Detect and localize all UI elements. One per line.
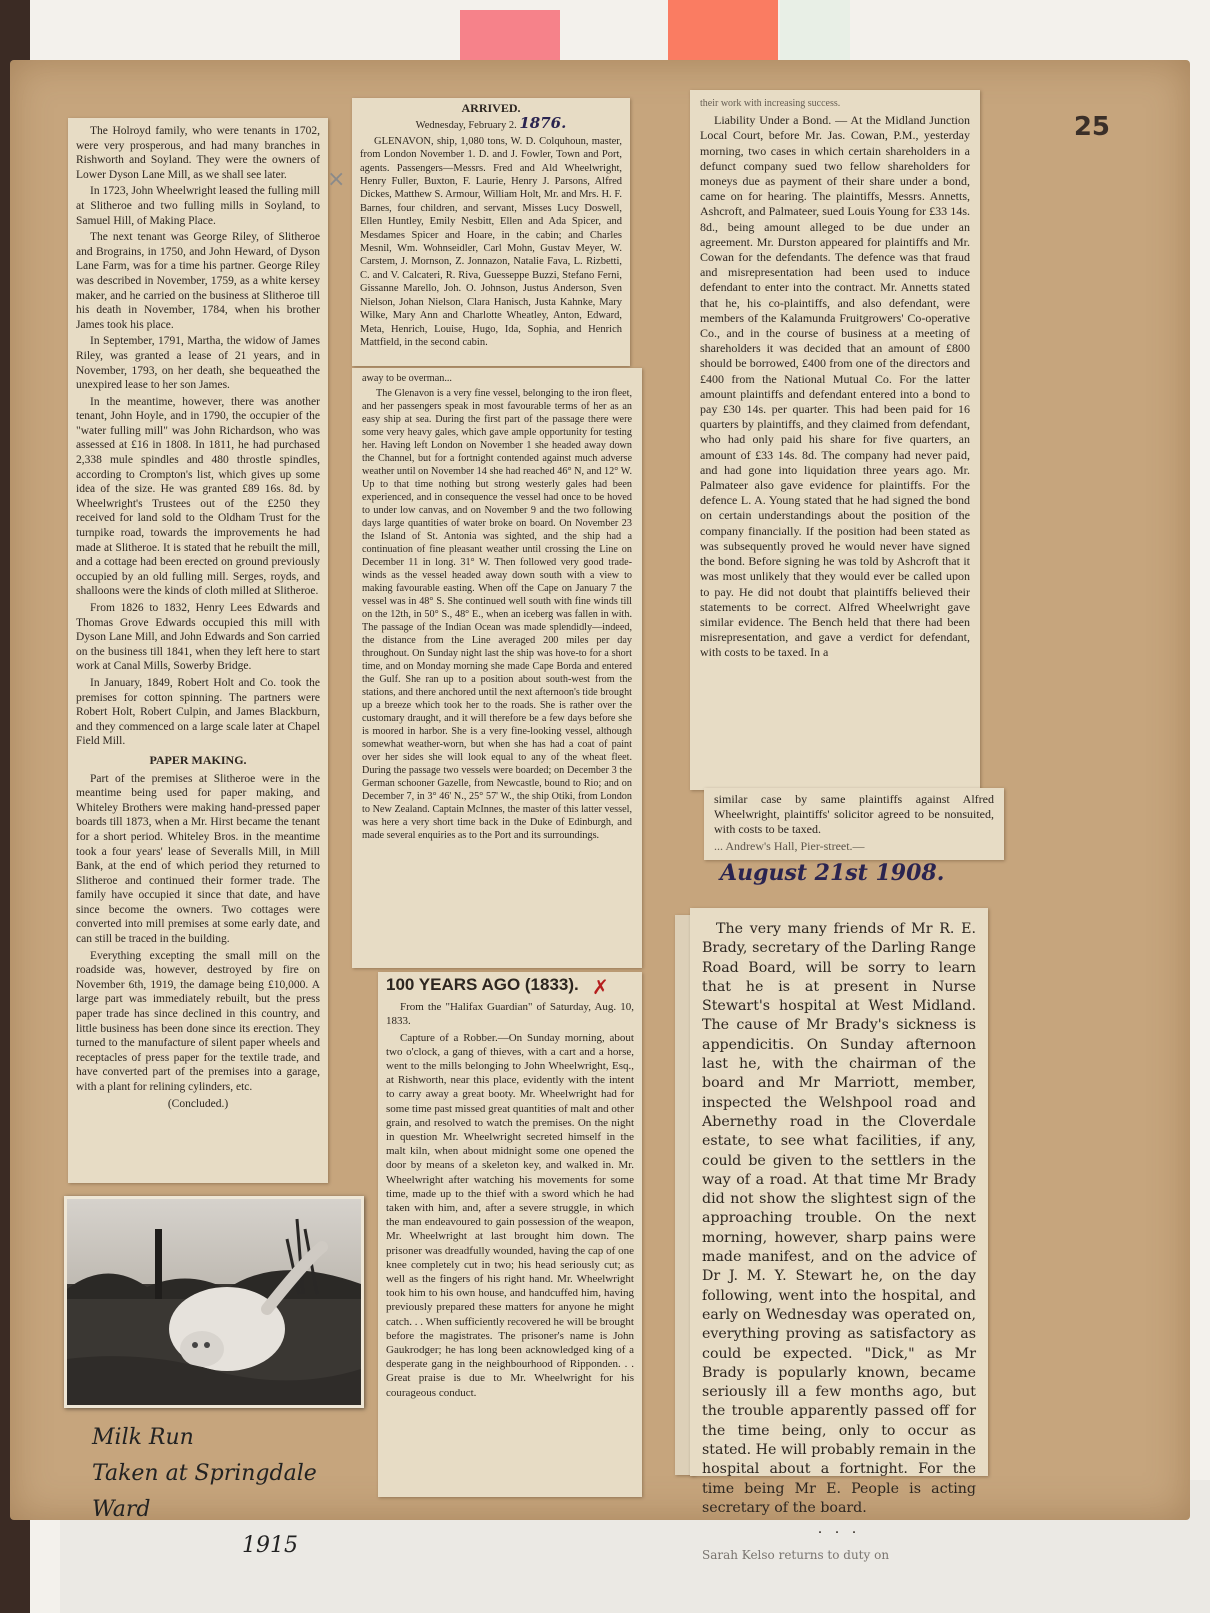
concluded-note: (Concluded.)	[167, 1097, 229, 1110]
cut-text: Sarah Kelso returns to duty on	[702, 1547, 890, 1562]
date-text: Wednesday, February 2.	[415, 120, 517, 132]
paragraph: Part of the premises at Slitheroe were in the meantime being used for paper making, and Whiteley Brothers were making hand-pressed paper boards till 1873, when a Mr. Hirst became the tenant for a short period. Whiteley Bros. in the meantime took a four years' lease of Severalls Mill, in Mill Bank, at the end of which period they returned to Slitheroe and continued their former trade. The family have occupied it since that date, and have since become the owners. Two cottages were converted into mill premises at some early date, and can still be traced in the building.	[76, 772, 320, 946]
photo-caption-handwritten	[92, 1420, 372, 1564]
paragraph: The very many friends of Mr R. E. Brady, secretary of the Darling Range Road Board, will be sorry to learn that he is at present in Nurse Stewart's hospital at West Midland. The cause of Mr Brady's sickness is appendicitis. On Sunday afternoon last he, with the chairman of the board and Mr Marriott, member, inspected the Welshpool road and Abernethy road in the Cloverdale estate, to see what facilities, if any, could be given to the settlers in the way of a road. At that time Mr Brady did not show the slightest sign of the approaching trouble. On the next morning, however, sharp pains were made manifest, and on the advice of Dr J. M. Y. Stewart he, on the day following, went into the hospital, and early on Wednesday was operated on, everything proving as satisfactory as could be expected. "Dick," as Mr Brady is popularly known, became seriously ill a few months ago, but the trouble apparently passed off for the time being, only to occur as stated. He will probably remain in the hospital about a fortnight. For the time being Mr E. People is acting secretary of the board.	[702, 921, 976, 1516]
arrived-date-line	[360, 114, 622, 133]
clipping-liability-continued	[704, 788, 1004, 860]
handwritten-date: August 21st 1908.	[720, 860, 945, 886]
cut-text: ... Andrew's Hall, Pier-street.—	[714, 839, 865, 853]
paragraph: The Holroyd family, who were tenants in 1702, were very prosperous, and had many branches in Rishworth and Soyland. They were the owners of Lower Dyson Lane Mill, as we shall see later.	[76, 125, 320, 181]
paragraph: similar case by same plaintiffs against Alfred Wheelwright, plaintiffs' solicitor agreed to be nonsuited, with costs to be taxed.	[714, 792, 994, 836]
pencil-x-mark: ×	[327, 167, 346, 192]
ellipsis: . . .	[817, 1521, 861, 1538]
cut-text: their work with increasing success.	[700, 98, 841, 109]
clipping-brady-illness	[690, 908, 988, 1562]
caption-line: Milk Run	[92, 1425, 194, 1450]
clipping-glenavon-voyage	[352, 368, 642, 968]
paragraph: Liability Under a Bond. — At the Midland Junction Local Court, before Mr. Jas. Cowan, P.M., yesterday morning, two cases in which certain shareholders in a defunct company sued two fellow shareholders for moneys due as payment of their share under a bond, came on for hearing. The plaintiffs, Messrs. Annetts, Ashcroft, and Palmateer, sued Louis Young for £33 14s. 8d., being amount alleged to be due under an agreement. Mr. Durston appeared for plaintiffs and Mr. Cowan for the defendants. The defence was that fraud and misrepresentation had been used to induce defendant to enter into the contract. Mr. Annetts stated that he, his co-plaintiffs, and also defendant, were members of the Kalamunda Fruitgrowers' Co-operative Co., and in the course of business at a meeting of shareholders it was decided that an amount of £800 should be borrowed, £400 from one of the directors and £400 from the National Mutual Co. For the latter amount plaintiffs and defendant entered into a bond to pay £30 14s. per quarter. This had been paid for 16 quarters by plaintiffs, and they claimed from defendant, who had only paid his share for five quarters, an amount of £33 14s. 8d. The company had never paid, and had gone into liquidation three years ago. Mr. Palmateer also gave evidence for plaintiffs. For the defence L. A. Young stated that he had signed the bond on certain understandings about the position of the company financially. If the position had been stated as was subsequently proved he would never have signed the bond. Before signing he was told by Ashcroft that it was most unlikely that they would ever be called upon to pay. He did not doubt that plaintiffs believed their statements to be correct. Alfred Wheelwright gave similar evidence. The Bench held that there had been misrepresentation, and gave a verdict for defendant, with costs to be taxed. In a	[700, 113, 970, 660]
clipping-slitheroe-history	[68, 118, 328, 1183]
photo-cat-garden	[64, 1196, 364, 1408]
caption-line: Taken at Springdale Ward	[92, 1461, 317, 1522]
photo-image	[67, 1199, 361, 1405]
handwritten-year: 1876.	[519, 114, 567, 133]
paragraph: The Glenavon is a very fine vessel, belonging to the iron fleet, and her passengers speak in most favourable terms of her as an easy ship at sea. During the first part of the passage there were some very heavy gales, which gave ample opportunity for testing her. Having left London on November 1 she headed away down the Channel, but for a fortnight contended against much adverse weather until on November 14 she had reached 46° N, and 12° W. Up to that time nothing but strong westerly gales had been experienced, and in consequence the vessel had once to be hoved to under low canvas, and on November 9 and the two following days large quantities of water broke on board. On November 23 the Island of St. Antonia was sighted, and the ship had a continuation of fine pleasant weather until crossing the Line on December 11 in long. 31° W. Then followed very good trade-winds as the vessel headed away down south with a view to making favourable easting. When off the Cape on January 7 the vessel was in 48° S. She continued well south with fine winds till on the 12th, in 50° S., 48° E., when an iceberg was fallen in with. The passage of the Indian Ocean was made splendidly—indeed, the distance from the Line averaged 200 miles per day throughout. On Sunday night last the ship was hove-to for a short time, and on Monday morning she made Cape Borda and entered the Gulf. She ran up to a position about south-west from the stations, and there anchored until the next afternoon's tide brought up a breeze which took her to the roads. She is rather over the customary draught, and it will therefore be a few days before she is moored in harbor. She is a very fine-looking vessel, although somewhat weather-worn, but when she has had a coat of paint over her sides she will look equal to any of the wheat fleet. During the passage two vessels were boarded; on December 3 the German schooner Gazelle, from Newcastle, bound to Rio; and on December 7, in 3° 46' N., 25° 57' W., the ship Otiki, from London to New Zealand. Captain McInnes, the master of this latter vessel, was here a very short time back in the Duke of Edinburgh, and made several enquiries as to the Port and its surroundings.	[362, 388, 632, 841]
paragraph: In January, 1849, Robert Holt and Co. took the premises for cotton spinning. The partners were Robert Holt, Robert Culpin, and James Blackburn, and they commenced on a large scale later at Chapel Field Mill.	[76, 676, 320, 748]
red-x-mark: ✗	[592, 975, 609, 999]
paragraph: In the meantime, however, there was another tenant, John Hoyle, and in 1790, the occupier of the "water fulling mill" was John Richardson, who was assessed at £16 in 1808. In 1811, he had purchased 2,338 mule spindles and 480 throstle spindles, according to Crompton's list, which gives up some idea of the size. He was granted £89 16s. 8d. by Wheelwright's Trustees out of the £250 they received for land sold to the Oldham Trust for the turnpike road, towards the improvements he had made at Slitheroe. It is stated that he rebuilt the mill, and a cottage had been erected on ground previously occupied by an old fulling mill. Serges, royds, and shalloons were the kinds of cloth milled at Slitheroe.	[76, 395, 320, 598]
cut-text: away to be overman...	[362, 373, 452, 384]
passenger-list: GLENAVON, ship, 1,080 tons, W. D. Colquhoun, master, from London November 1. D. and J. Fowler, Town and Port, agents. Passengers—Messrs. Fred and Ald Wheelwright, Henry Fuller, Buxton, F. Laurie, Henry J. Parsons, Alfred Dickes, Matthew S. Armour, William Holt, Mr. and Mrs. H. F. Barnes, four children, and servant, Misses Lucy Doswell, Ellen Huntley, Emily Nesbitt, Ellen and Ada Spicer, and Mesdames Spicer and Hoare, in the cabin; and Charles Mesnil, Wm. Wohnseidler, Carl Mohn, Gustav Meyer, W. Carstem, J. Mornson, Z. Jonnazon, Natalie Fava, L. Rizbetti, C. and V. Calcateri, R. Riva, Guesseppe Buzzi, Stefano Ferni, Gissanne Marello, Joh. O. Johnson, Justus Anderson, Sven Nielson, Johan Nielson, Clara Hanisch, Justa Kahnke, Mary Wilke, Mary Ann and Charlotte Wheatley, Anton, Edward, Meta, Henrich, Louise, Hugo, Ida, Sophia, and Henrich Mattfield, in the second cabin.	[360, 135, 622, 348]
clipping-liability-under-bond	[690, 90, 980, 790]
paragraph: In 1723, John Wheelwright leased the fulling mill at Slitheroe and two fulling mills in Soyland, to Samuel Hill, of Making Place.	[76, 185, 320, 227]
clipping-arrived	[352, 98, 630, 366]
tab-green	[780, 0, 850, 60]
page-number: 25	[1073, 112, 1110, 142]
headline: 100 YEARS AGO (1833).	[386, 975, 579, 994]
arrived-heading: ARRIVED.	[461, 101, 521, 115]
paragraph: Everything excepting the small mill on the roadside was, however, destroyed by fire on November 6th, 1919, the damage being £10,000. A large part was immediately rebuilt, but the press paper trade has since declined in this country, and little business has been done since its erection. They turned to the manufacture of silent paper wheels and receptacles of press paper for the textile trade, and have converted part of the premises into a garage, with a plant for relining cylinders, etc.	[76, 949, 320, 1093]
paragraph: Capture of a Robber.—On Sunday morning, about two o'clock, a gang of thieves, with a cart and a horse, went to the mills belonging to John Wheelwright, Esq., at Rishworth, near this place, evidently with the intent to carry away a great booty. Mr. Wheelwright had for some time past missed great quantities of malt and other grain, and resolved to watch the premises. On the night in question Mr. Wheelwright secreted himself in the malt kiln, when about midnight some one opened the door by means of a skeleton key, and walked in. Mr. Wheelwright after watching his movements for some time, made up to the thief with a sword which he had taken with him, and, after a severe struggle, in which the man endeavoured to gain possession of the weapon, Mr. Wheelwright at last brought him down. The prisoner was dreadfully wounded, having the cap of one knee completely cut in two; his head seriously cut; as well as the fingers of his right hand. Mr. Wheelwright took him to his own house, and handcuffed him, having previously prepared these matters for anyone he might catch. . . When sufficiently recovered he will be brought before the magistrates. The prisoner's name is John Gaukrodger; he has long been acknowledged king of a desperate gang in the neighbourhood of Ripponden. . . Great praise is due to Mr. Wheelwright for his courageous conduct.	[386, 1031, 634, 1399]
clipping-100-years-ago	[378, 972, 642, 1497]
paragraph: In September, 1791, Martha, the widow of James Riley, was granted a lease of 21 years, and in November, 1793, on her death, she bequeathed the unexpired lease to her son James.	[76, 335, 320, 392]
subheading: PAPER MAKING.	[149, 752, 247, 767]
caption-line: 1915	[242, 1533, 298, 1558]
paragraph: The next tenant was George Riley, of Slitheroe and Brograins, in 1750, and John Heward, of Dyson Lane Farm, was for a time his partner. George Riley was described in November, 1759, as a white kersey maker, and he carried on the business at Slitheroe till his death in November, 1784, when his brother James took his place.	[76, 231, 320, 331]
source-line: From the "Halifax Guardian" of Saturday, Aug. 10, 1833.	[386, 1001, 634, 1028]
paragraph: From 1826 to 1832, Henry Lees Edwards and Thomas Grove Edwards occupied this mill with Dyson Lane Mill, and John Edwards and Son carried on the business till 1841, when they left here to start work at Canal Mills, Sowerby Bridge.	[76, 602, 320, 673]
